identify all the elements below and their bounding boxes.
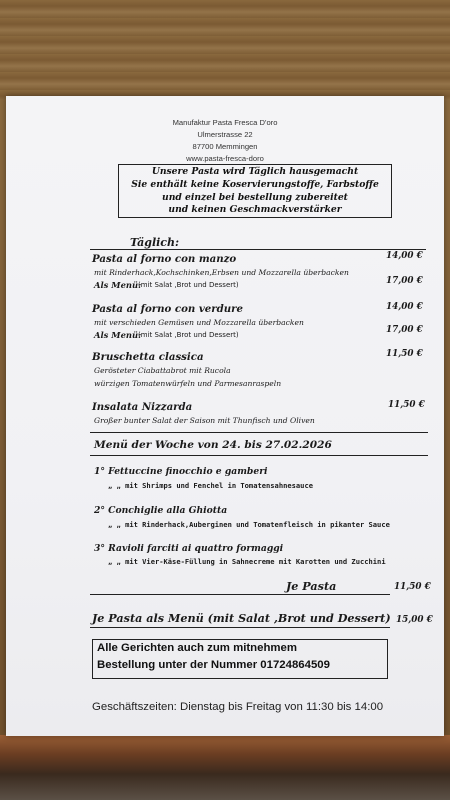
takeaway-line: Alle Gerichten auch zum mitnehmem [97,642,298,654]
business-website: www.pasta-fresca-doro [186,154,264,163]
daily-heading: Täglich: [130,236,180,249]
je-menu-price: 15,00 € [396,615,433,625]
je-pasta-price: 11,50 € [394,582,431,592]
dish-name: Pasta al forno con verdure [92,303,243,315]
weekly-item-description: „ „ mit Rinderhack,Auberginen und Tomatenfleisch in pikanter Sauce [108,520,390,529]
intro-line: Sie enthält keine Koservierungstoffe, Farbstoffe [131,178,379,190]
intro-line: Unsere Pasta wird Täglich hausgemacht [151,166,359,177]
menu-price: 17,00 € [386,325,423,335]
weekly-item-name: 1° Fettuccine finocchio e gamberi [94,466,268,477]
business-street: Ulmerstrasse 22 [197,130,253,139]
daily-divider [90,249,426,250]
weekly-item-description: „ „ mit Shrimps und Fenchel in Tomatensahnesauce [108,481,313,490]
weekly-heading: Menü der Woche von 24. bis 27.02.2026 [94,439,332,451]
dish-description: mit verschieden Gemüsen und Mozzarella überbacken [94,318,304,327]
menu-description: (mit Salat ,Brot und Dessert) [138,281,239,289]
weekly-item-name: 2° Conchiglie alla Ghiotta [94,505,228,516]
dish-description: Gerösteter Ciabattabrot mit Rucola [94,366,231,375]
weekly-item-name: 3° Ravioli farciti ai quattro formaggi [94,543,284,554]
opening-hours: Geschäftszeiten: Dienstag bis Freitag von 11:30 bis 14:00 [92,701,384,713]
intro-line: und einzel bei bestellung zubereitet [162,191,348,203]
menu-price: 17,00 € [386,276,423,286]
dish-name: Insalata Nizzarda [92,401,193,413]
menu-label: Als Menü: [94,280,142,290]
dish-description: mit Rinderhack,Kochschinken,Erbsen und Mozzarella überbacken [94,268,349,277]
dish-description: würzigen Tomatenwürfeln und Parmesanraspeln [94,379,282,388]
takeaway-box [92,639,388,679]
je-menu-label: Je Pasta als Menü (mit Salat ,Brot und Dessert) [92,611,391,625]
weekly-item-description: „ „ mit Vier-Käse-Füllung in Sahnecreme mit Karotten und Zucchini [108,557,386,566]
weekly-divider-bottom [90,455,428,456]
dish-description: Großer bunter Salat der Saison mit Thunfisch und Oliven [94,416,315,425]
je-menu-underline [90,627,390,628]
wooden-wall-top [0,0,450,100]
menu-label: Als Menü: [94,330,142,340]
weekly-divider-top [90,432,428,433]
dish-name: Pasta al forno con manzo [92,253,237,265]
menu-sheet [6,96,444,736]
menu-description: (mit Salat ,Brot und Dessert) [138,331,239,339]
je-pasta-underline [90,594,390,595]
dish-price: 14,00 € [386,302,423,312]
intro-box [118,164,392,218]
dish-name: Bruschetta classica [92,351,204,363]
business-city: 87700 Memmingen [192,142,258,151]
business-name: Manufaktur Pasta Fresca D'oro [172,118,278,127]
intro-line: und keinen Geschmackverstärker [168,204,342,216]
order-phone-line: Bestellung unter der Nummer 01724864509 [97,659,330,671]
je-pasta-label: Je Pasta [286,579,337,593]
dish-price: 11,50 € [388,400,425,410]
dish-price: 11,50 € [386,349,423,359]
wooden-shelf-bottom [0,735,450,800]
dish-price: 14,00 € [386,251,423,261]
